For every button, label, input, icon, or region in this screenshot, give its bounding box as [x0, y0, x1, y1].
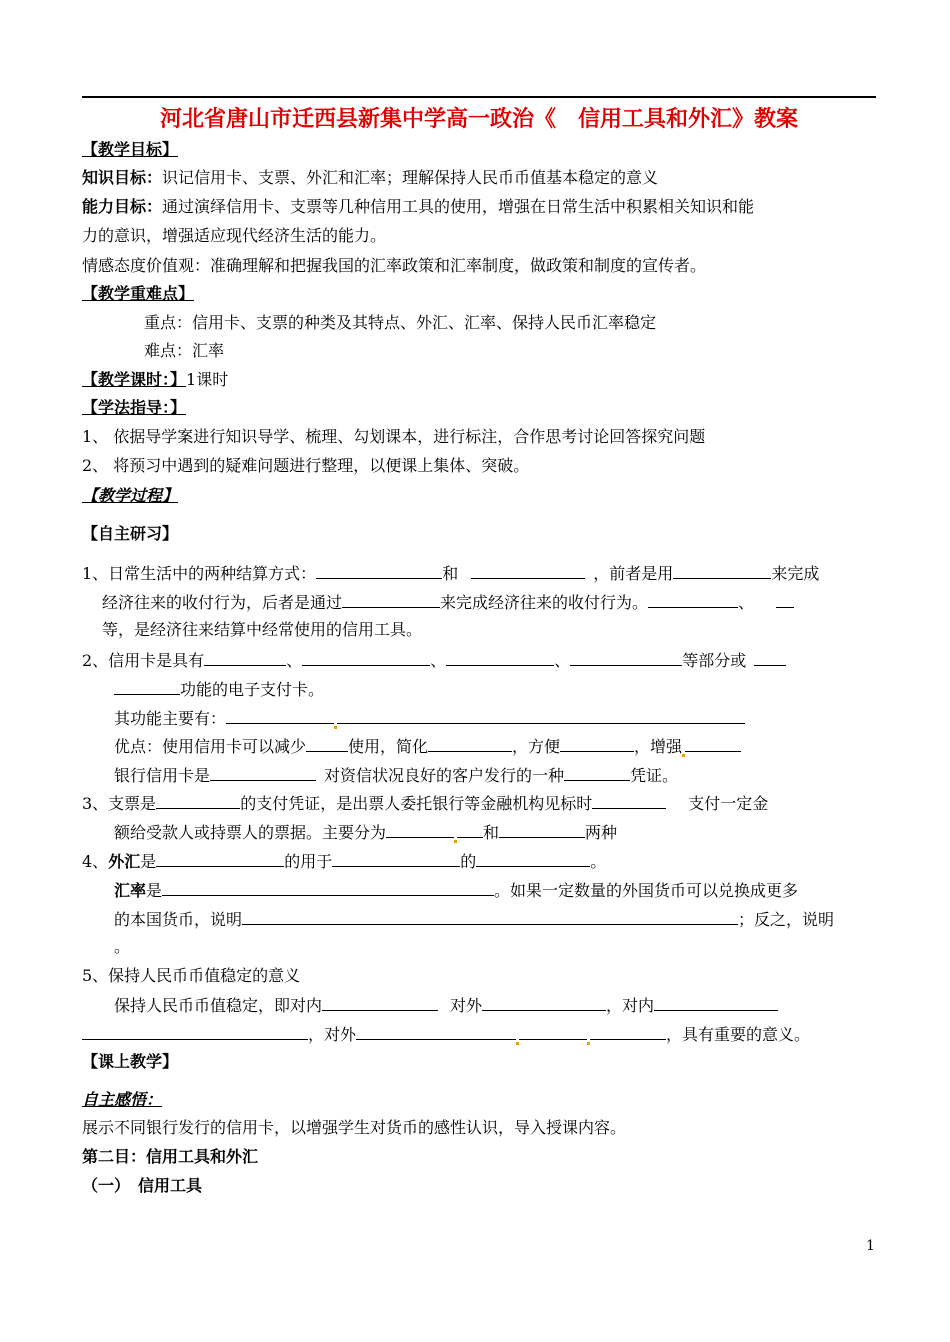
q1-blank-4[interactable]	[342, 591, 440, 608]
q4-text-b: 的用于	[284, 852, 333, 871]
question-1-line-1	[82, 562, 819, 584]
q2-blank-6[interactable]	[114, 678, 180, 695]
q5-blank-7[interactable]	[590, 1023, 666, 1040]
q2-text-h: ，增强	[634, 737, 683, 756]
q2-blank-12[interactable]	[685, 735, 741, 752]
question-3-line-1	[82, 792, 768, 814]
part-2-heading: 第二目：信用工具和外汇	[82, 1147, 259, 1166]
ability-goal	[82, 197, 754, 217]
q1-text-g: 、	[738, 593, 755, 612]
q2-blank-10[interactable]	[428, 735, 512, 752]
ability-text-2: 力的意识，增强适应现代经济生活的能力。	[82, 226, 387, 245]
q2-sep-2: 、	[430, 651, 447, 670]
section-teaching-process: 【教学过程】	[82, 486, 179, 505]
q2-blank-2[interactable]	[302, 649, 430, 666]
q4-blank-3[interactable]	[476, 850, 590, 867]
q2-text-j: 对资信状况良好的客户发行的一种	[324, 766, 565, 785]
question-3-line-2	[114, 821, 617, 843]
q2-blank-4[interactable]	[570, 649, 682, 666]
q5-blank-4[interactable]	[82, 1023, 308, 1040]
q2-sep-1: 、	[286, 651, 303, 670]
q1-blank-5[interactable]	[648, 591, 738, 608]
q3-blank-5[interactable]	[499, 821, 585, 838]
difficult-point: 难点：汇率	[144, 341, 225, 360]
q5-blank-6[interactable]	[519, 1023, 587, 1040]
q2-text-f: 使用，简化	[348, 737, 429, 756]
q1-blank-3[interactable]	[673, 562, 771, 579]
q3-text-d: 额给受款人或持票人的票据。主要分为	[114, 823, 387, 842]
q1-text-e: 经济往来的收付行为，后者是通过	[102, 593, 343, 612]
question-4-line-3	[114, 908, 834, 930]
mark-dot	[682, 754, 685, 757]
q3-text-b: 的支付凭证，是出票人委托银行等金融机构见标时	[240, 794, 593, 813]
q2-text-g: ，方便	[512, 737, 561, 756]
question-2-line-1	[82, 649, 786, 671]
q5-text-f: ，具有重要的意义。	[666, 1025, 811, 1044]
q4-text-g: 的本国货币，说明	[114, 910, 243, 929]
q5-blank-5[interactable]	[356, 1023, 516, 1040]
header-rule	[82, 96, 876, 98]
q2-text-d: 其功能主要有：	[114, 709, 227, 728]
q5-text-e: ，对外	[308, 1025, 357, 1044]
q4-text-e: 是	[146, 881, 163, 900]
q1-text-a: 1、日常生活中的两种结算方式：	[82, 564, 317, 583]
q2-sep-3: 、	[554, 651, 571, 670]
question-1-line-2	[102, 591, 794, 613]
question-5-line-3	[82, 1023, 810, 1045]
q4-text-c: 的	[460, 852, 477, 871]
q1-blank-6[interactable]	[776, 591, 794, 608]
q4-blank-4[interactable]	[162, 879, 494, 896]
question-5-line-2	[114, 994, 778, 1016]
q4-text-f: 。如果一定数量的外国货币可以兑换成更多	[494, 881, 799, 900]
q2-blank-11[interactable]	[560, 735, 634, 752]
question-2-line-3	[114, 707, 745, 729]
self-reflection-heading: 自主感悟：	[82, 1090, 163, 1109]
intro-text: 展示不同银行发行的信用卡，以增强学生对货币的感性认识，导入授课内容。	[82, 1118, 627, 1137]
q1-blank-2[interactable]	[471, 562, 585, 579]
q3-blank-3[interactable]	[386, 821, 454, 838]
q2-blank-8[interactable]	[337, 707, 745, 724]
q5-text-c: 对外	[450, 996, 483, 1015]
section-hours: 【教学课时：】	[82, 370, 187, 389]
section-self-study: 【自主研习】	[82, 524, 179, 543]
q4-blank-1[interactable]	[156, 850, 284, 867]
section-study-method: 【学法指导：】	[82, 398, 187, 417]
q3-blank-2[interactable]	[592, 792, 666, 809]
q2-text-k: 凭证。	[630, 766, 679, 785]
q4-text-d: 。	[590, 852, 607, 871]
question-1-line-3: 等，是经济往来结算中经常使用的信用工具。	[102, 620, 423, 639]
q4-text-a: 是	[140, 852, 157, 871]
q2-text-a: 2、信用卡是具有	[82, 651, 205, 670]
q5-blank-1[interactable]	[322, 994, 438, 1011]
q2-blank-7[interactable]	[226, 707, 334, 724]
ability-text-1: 通过演绎信用卡、支票等几种信用工具的使用，增强在日常生活中积累相关知识和能	[162, 197, 755, 216]
method-item-1: 1、 依据导学案进行知识导学、梳理、勾划课本，进行标注，合作思考讨论回答探究问题	[82, 427, 706, 446]
q5-text-d: ，对内	[606, 996, 655, 1015]
section-teaching-goals: 【教学目标】	[82, 140, 179, 159]
knowledge-label: 知识目标：	[82, 168, 163, 187]
q4-term-exchange-rate: 汇率	[114, 881, 147, 900]
q4-text-h: ；反之，说明	[738, 910, 835, 929]
q2-blank-14[interactable]	[564, 764, 630, 781]
q3-text-c: 支付一定金	[688, 794, 769, 813]
q3-text-e: 和	[483, 823, 500, 842]
q2-text-c: 功能的电子支付卡。	[180, 680, 325, 699]
question-4-line-4: 。	[114, 937, 131, 956]
q2-blank-1[interactable]	[204, 649, 286, 666]
teaching-hours	[82, 370, 228, 390]
page-number: 1	[866, 1238, 875, 1254]
question-2-line-4	[114, 735, 741, 757]
q4-blank-2[interactable]	[332, 850, 460, 867]
q5-blank-2[interactable]	[482, 994, 606, 1011]
section-key-points: 【教学重难点】	[82, 284, 195, 303]
q1-text-c: ，前者是用	[593, 564, 674, 583]
q3-text-a: 3、支票是	[82, 794, 157, 813]
knowledge-text: 识记信用卡、支票、外汇和汇率；理解保持人民币币值基本稳定的意义	[162, 168, 659, 187]
mark-dot	[334, 726, 337, 729]
q2-blank-9[interactable]	[306, 735, 348, 752]
key-point: 重点：信用卡、支票的种类及其特点、外汇、汇率、保持人民币汇率稳定	[144, 313, 657, 332]
emotion-goal: 情感态度价值观：准确理解和把握我国的汇率政策和汇率制度，做政策和制度的宣传者。	[82, 256, 707, 275]
q5-blank-3[interactable]	[654, 994, 778, 1011]
q1-text-f: 来完成经济往来的收付行为。	[440, 593, 649, 612]
q4-blank-5[interactable]	[242, 908, 738, 925]
q3-blank-1[interactable]	[156, 792, 240, 809]
knowledge-goal	[82, 168, 658, 188]
q2-blank-13[interactable]	[210, 764, 316, 781]
q1-text-b: 和	[442, 564, 459, 583]
question-2-line-2	[114, 678, 324, 700]
question-4-line-1	[82, 850, 606, 872]
hours-value: 1课时	[186, 370, 229, 389]
q3-text-f: 两种	[585, 823, 618, 842]
mark-dot	[587, 1042, 590, 1045]
part-2-subheading: （一） 信用工具	[82, 1176, 203, 1195]
q2-blank-3[interactable]	[446, 649, 554, 666]
mark-dot	[454, 840, 457, 843]
ability-label: 能力目标：	[82, 197, 163, 216]
q4-term-foreign-exchange: 外汇	[108, 852, 141, 871]
question-5-line-1: 5、保持人民币币值稳定的意义	[82, 966, 301, 985]
mark-dot	[516, 1042, 519, 1045]
page-title: 河北省唐山市迁西县新集中学高一政治《 信用工具和外汇》教案	[159, 106, 798, 132]
section-in-class: 【课上教学】	[82, 1052, 179, 1071]
question-2-line-5	[114, 764, 678, 786]
method-item-2: 2、 将预习中遇到的疑难问题进行整理，以便课上集体、突破。	[82, 456, 530, 475]
q3-blank-4[interactable]	[457, 821, 483, 838]
q4-number: 4、	[82, 852, 109, 871]
q2-text-b: 等部分或	[682, 651, 747, 670]
q2-blank-5[interactable]	[754, 649, 786, 666]
question-4-line-2	[114, 879, 798, 901]
q2-text-i: 银行信用卡是	[114, 766, 211, 785]
q2-text-e: 优点：使用信用卡可以减少	[114, 737, 307, 756]
q1-text-d: 来完成	[771, 564, 820, 583]
q5-text-b: 保持人民币币值稳定，即对内	[114, 996, 323, 1015]
q1-blank-1[interactable]	[316, 562, 442, 579]
